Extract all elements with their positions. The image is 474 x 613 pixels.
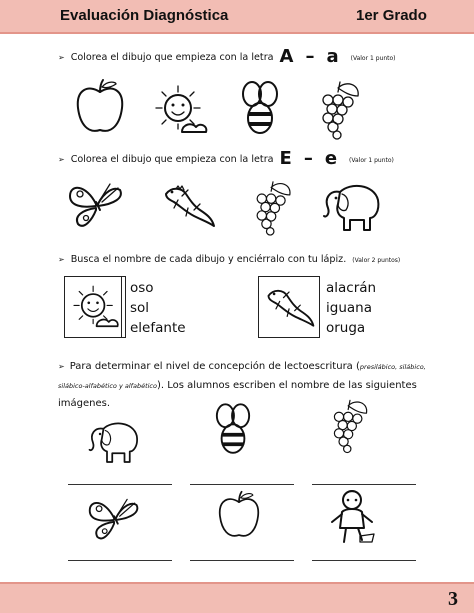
butterfly-icon[interactable] <box>66 180 128 230</box>
bullet-arrow-icon: ➢ <box>58 53 65 62</box>
grade-label: 1er Grado <box>356 7 427 24</box>
butterfly-icon[interactable] <box>86 494 144 544</box>
word-option[interactable]: oso <box>130 280 154 296</box>
letter-lower: e <box>324 148 338 169</box>
elephant-icon[interactable] <box>86 416 142 466</box>
points-label: (Valor 2 puntos) <box>352 257 401 264</box>
iguana-icon[interactable] <box>158 180 220 232</box>
page-title: Evaluación Diagnóstica <box>60 7 229 24</box>
answer-line[interactable] <box>68 560 172 561</box>
picture-box-iguana <box>258 276 320 338</box>
letter-dash: – <box>305 46 315 67</box>
word-option[interactable]: elefante <box>130 320 186 336</box>
instruction-writing: ➢ Para determinar el nivel de concepción de lectoescritura (presilábico, silábico, silábico-alfabético y alfabético). Los alumnos escriben el nombre de las siguientes imágenes. <box>58 361 426 409</box>
word-option[interactable]: iguana <box>326 300 372 316</box>
answer-line[interactable] <box>68 484 172 485</box>
letter-upper: E <box>279 148 292 169</box>
points-label: (Valor 1 punto) <box>350 55 396 62</box>
answer-line[interactable] <box>190 484 294 485</box>
apple-icon[interactable] <box>74 78 126 138</box>
sun-icon <box>67 281 121 335</box>
instruction-letter-e: ➢ Colorea el dibujo que empieza con la letra E – e (Valor 1 punto) <box>58 148 394 169</box>
letter-upper: A <box>279 46 294 67</box>
letter-lower: a <box>326 46 339 67</box>
word-option[interactable]: alacrán <box>326 280 377 296</box>
instruction-word-search: ➢ Busca el nombre de cada dibujo y enciérralo con tu lápiz. (Valor 2 puntos) <box>58 254 401 265</box>
letter-dash: – <box>303 148 313 169</box>
picture-box-sun <box>64 276 122 338</box>
answer-line[interactable] <box>312 484 416 485</box>
word-option[interactable]: sol <box>130 300 150 316</box>
answer-line[interactable] <box>190 560 294 561</box>
answer-line[interactable] <box>312 560 416 561</box>
apple-icon[interactable] <box>216 490 262 542</box>
points-label: (Valor 1 punto) <box>349 157 394 164</box>
iguana-icon <box>261 281 319 333</box>
footer-band <box>0 582 474 613</box>
instruction-letter-a: ➢ Colorea el dibujo que empieza con la letra A – a (Valor 1 punto) <box>58 46 396 67</box>
grapes-icon[interactable] <box>328 398 372 454</box>
bullet-arrow-icon: ➢ <box>58 155 65 164</box>
bee-icon[interactable] <box>214 402 252 458</box>
word-box-divider <box>122 276 126 338</box>
sun-icon[interactable] <box>148 82 210 140</box>
header-band <box>0 0 474 34</box>
grapes-icon[interactable] <box>316 80 364 140</box>
child-icon[interactable] <box>326 488 378 546</box>
bee-icon[interactable] <box>240 80 280 138</box>
word-option[interactable]: oruga <box>326 320 366 336</box>
elephant-icon[interactable] <box>320 178 384 234</box>
bullet-arrow-icon: ➢ <box>58 255 65 264</box>
page-number: 3 <box>448 588 458 610</box>
bullet-arrow-icon: ➢ <box>58 362 65 371</box>
grapes-icon[interactable] <box>250 180 296 236</box>
